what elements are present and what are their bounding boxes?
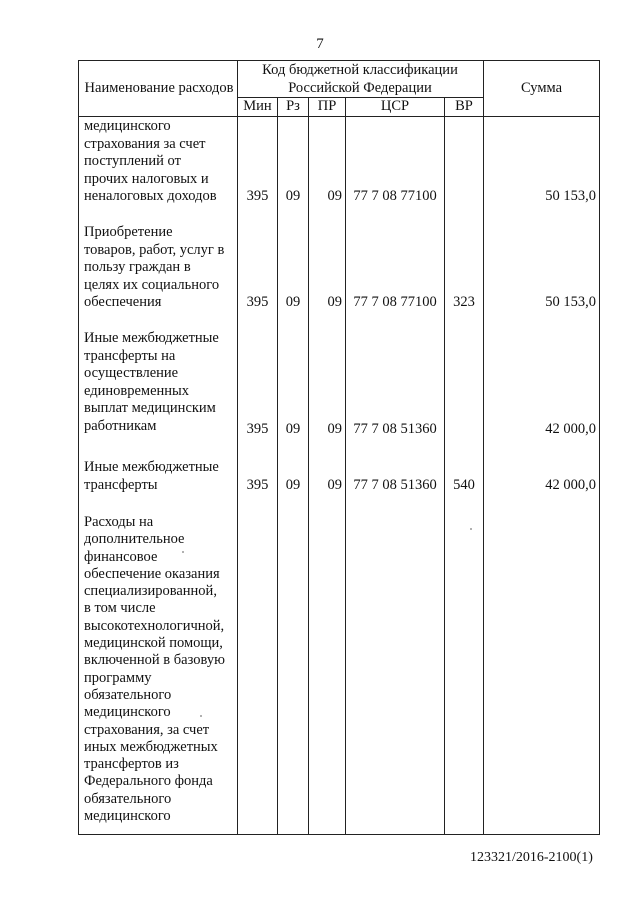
row-rz: 09: [285, 477, 301, 493]
row-name-line: трансфертов из: [84, 756, 179, 773]
col-border-right: [599, 60, 600, 835]
row-csr: 77 7 08 77100: [353, 294, 437, 310]
col-border-pr: [345, 97, 346, 835]
col-border-vr: [483, 60, 484, 835]
row-name-line: иных межбюджетных: [84, 738, 218, 755]
header-sum: Сумма: [520, 80, 563, 96]
scan-speck: [200, 715, 202, 717]
row-pr: 09: [327, 421, 342, 437]
row-name-line: финансовое: [84, 548, 158, 565]
col-border-name: [237, 60, 238, 835]
header-name: Наименование расходов: [84, 80, 234, 96]
row-name: [84, 224, 234, 312]
row-name-line: страхования, за счет: [84, 721, 210, 738]
row-rz: 09: [285, 421, 301, 437]
row-min: 395: [246, 188, 269, 204]
table-bottom-border: [78, 834, 600, 835]
row-name-line: специализированной,: [84, 583, 217, 600]
row-name-line: Иные межбюджетные: [84, 459, 219, 475]
row-name-line: прочих налоговых и: [84, 170, 209, 187]
row-min: 395: [246, 477, 269, 493]
row-rz: 09: [285, 188, 301, 204]
row-name-line: медицинского: [84, 704, 171, 721]
row-name-line: обеспечения: [84, 294, 162, 310]
row-sum: 50 153,0: [545, 188, 596, 204]
row-name-line: включенной в базовую: [84, 652, 225, 669]
col-border-rz: [308, 97, 309, 835]
row-name-line: единовременных: [84, 382, 190, 399]
row-name-line: Приобретение: [84, 224, 173, 240]
row-min: 395: [246, 421, 269, 437]
header-code-group: Код бюджетной классификации Российской Федерации: [262, 62, 458, 96]
row-sum: 42 000,0: [545, 477, 596, 493]
row-name-line: работникам: [84, 417, 157, 434]
row-name-line: осуществление: [84, 365, 179, 381]
row-sum: 42 000,0: [545, 421, 596, 437]
scan-speck: [470, 528, 472, 530]
row-min: 395: [246, 294, 269, 310]
header-bottom-border: [78, 116, 600, 117]
row-pr: 09: [327, 477, 342, 493]
row-csr: 77 7 08 51360: [353, 421, 437, 437]
row-name-line: обязательного: [84, 686, 172, 703]
row-csr: 77 7 08 51360: [353, 477, 437, 493]
row-name-line: целях их социального: [84, 276, 220, 293]
row-name-line: поступлений от: [84, 153, 181, 169]
header-csr: ЦСР: [380, 98, 410, 114]
row-name-line: выплат медицинским: [84, 400, 216, 416]
row-name: [84, 514, 234, 825]
row-name-line: Иные межбюджетные: [84, 330, 219, 346]
row-name-line: программу: [84, 669, 152, 686]
header-pr: ПР: [317, 98, 337, 114]
col-border-min: [277, 97, 278, 835]
col-border-left: [78, 60, 79, 835]
row-sum: 50 153,0: [545, 294, 596, 310]
row-name-line: дополнительное: [84, 531, 185, 548]
row-name: [84, 330, 234, 435]
row-name-line: медицинского: [84, 118, 171, 134]
row-name-line: пользу граждан в: [84, 259, 191, 275]
row-name-line: обеспечение оказания: [84, 565, 220, 582]
header-min: Мин: [243, 98, 272, 114]
row-pr: 09: [327, 294, 342, 310]
header-vr: ВР: [455, 98, 473, 114]
row-name-line: обязательного: [84, 790, 172, 807]
row-name-line: Расходы на: [84, 514, 154, 530]
table-top-border: [78, 60, 600, 61]
row-name-line: трансферты: [84, 476, 158, 493]
row-name-line: высокотехнологичной,: [84, 617, 225, 634]
header-rz: Рз: [286, 98, 300, 114]
row-name-line: неналоговых доходов: [84, 188, 217, 204]
row-name-line: страхования за счет: [84, 135, 206, 152]
row-csr: 77 7 08 77100: [353, 188, 437, 204]
row-rz: 09: [285, 294, 301, 310]
row-vr: 323: [453, 294, 475, 310]
row-name-line: товаров, работ, услуг в: [84, 241, 225, 258]
page-number: 7: [316, 36, 324, 52]
row-name-line: трансферты на: [84, 347, 176, 364]
row-vr: 540: [453, 477, 475, 493]
document-code: 123321/2016-2100(1): [470, 850, 593, 865]
scan-speck: [182, 551, 184, 553]
row-name-line: медицинской помощи,: [84, 635, 223, 652]
row-name-line: медицинского: [84, 808, 171, 825]
col-border-csr: [444, 97, 445, 835]
row-name: [84, 459, 234, 494]
row-name-line: Федерального фонда: [84, 773, 213, 790]
row-name-line: в том числе: [84, 600, 156, 617]
row-name: [84, 118, 234, 206]
row-pr: 09: [327, 188, 342, 204]
